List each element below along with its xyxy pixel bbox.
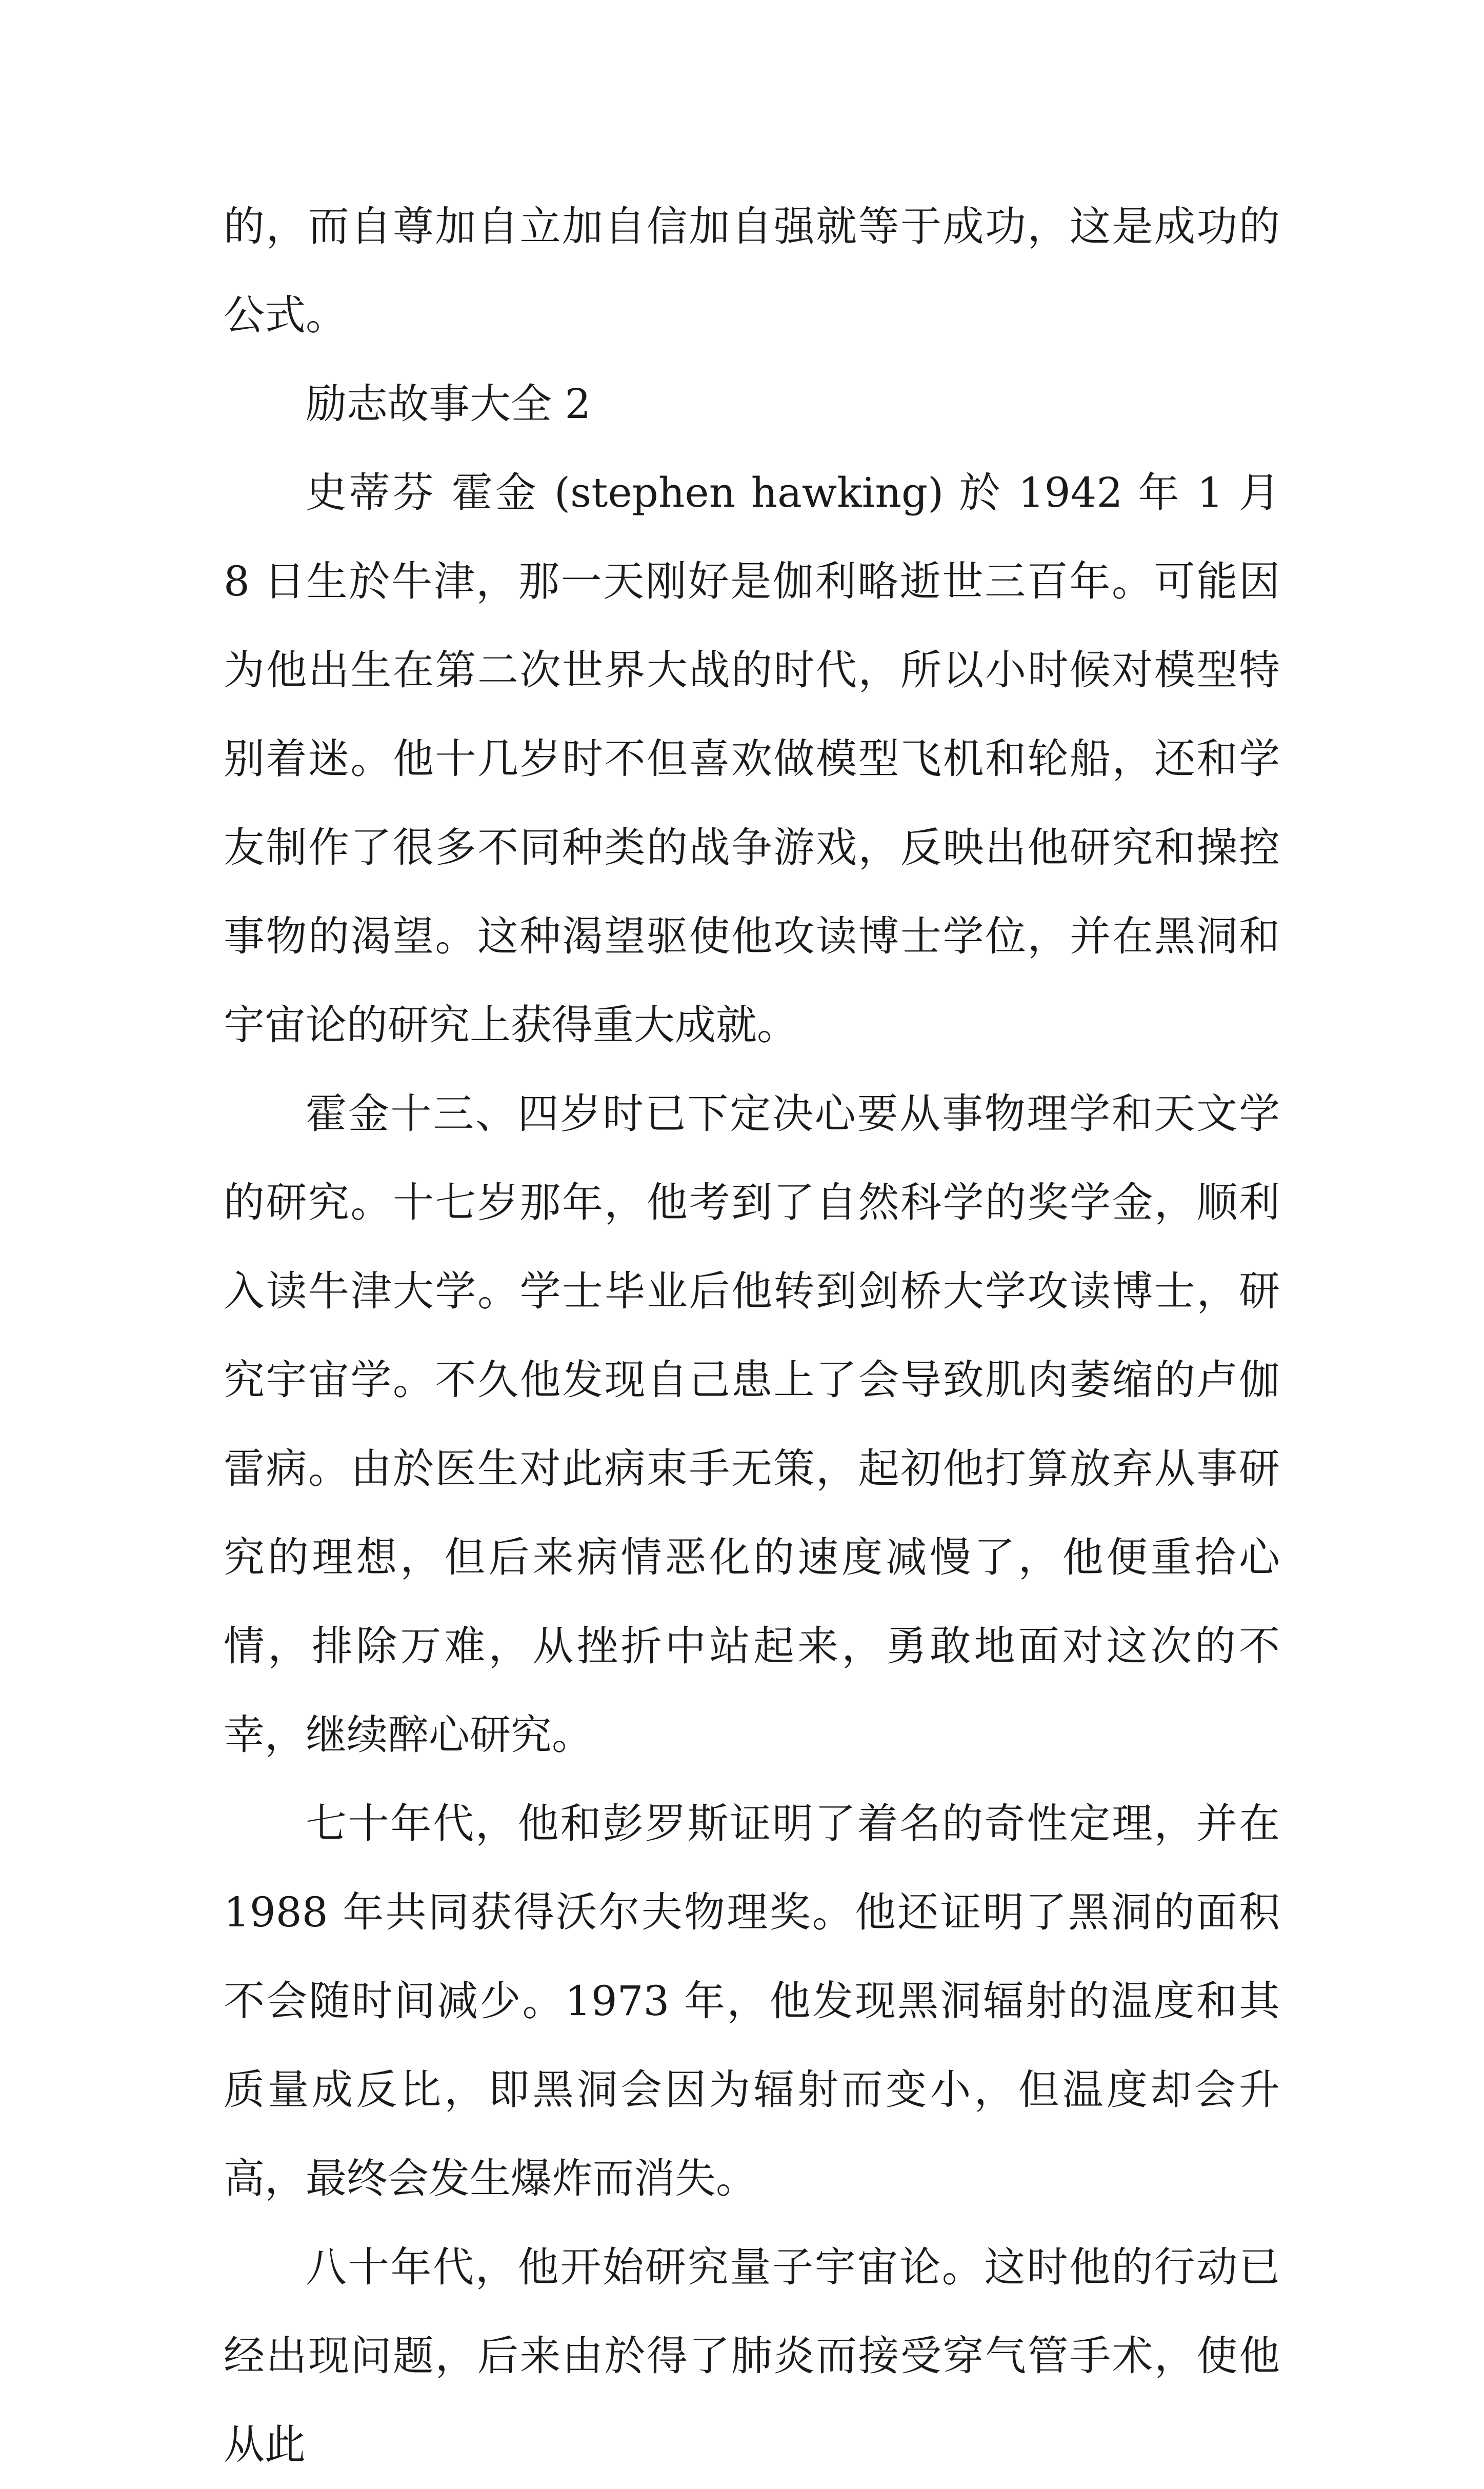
- paragraph-hawking-4: 八十年代，他开始研究量子宇宙论。这时他的行动已经出现问题，后来由於得了肺炎而接受穿气管手术，使他从此: [224, 2243, 1280, 2468]
- paragraph-hawking-2: 霍金十三、四岁时已下定决心要从事物理学和天文学的研究。十七岁那年，他考到了自然科学的奖学金，顺利入读牛津大学。学士毕业后他转到剑桥大学攻读博士，研究宇宙学。不久他发现自己患上了会导致肌肉萎缩的卢伽雷病。由於医生对此病束手无策，起初他打算放弃从事研究的理想，但后来病情恶化的速度减慢了，他便重拾心情，排除万难，从挫折中站起来，勇敢地面对这次的不幸，继续醉心研究。: [224, 1090, 1280, 1759]
- paragraph-intro-tail: 的，而自尊加自立加自信加自强就等于成功，这是成功的公式。: [224, 203, 1280, 339]
- paragraph-hawking-1: 史蒂芬 霍金 (stephen hawking) 於 1942 年 1 月 8 日生於牛津，那一天刚好是伽利略逝世三百年。可能因为他出生在第二次世界大战的时代，所以小时候对模型特别着迷。他十几岁时不但喜欢做模型飞机和轮船，还和学友制作了很多不同种类的战争游戏，反映出他研究和操控事物的渴望。这种渴望驱使他攻读博士学位，并在黑洞和宇宙论的研究上获得重大成就。: [224, 469, 1280, 1049]
- section-heading: 励志故事大全 2: [306, 380, 591, 428]
- paragraph-hawking-3: 七十年代，他和彭罗斯证明了着名的奇性定理，并在 1988 年共同获得沃尔夫物理奖。他还证明了黑洞的面积不会随时间减少。1973 年，他发现黑洞辐射的温度和其质量成反比，即黑洞会因为辐射而变小，但温度却会升高，最终会发生爆炸而消失。: [224, 1800, 1280, 2202]
- document-body: [224, 182, 1280, 2489]
